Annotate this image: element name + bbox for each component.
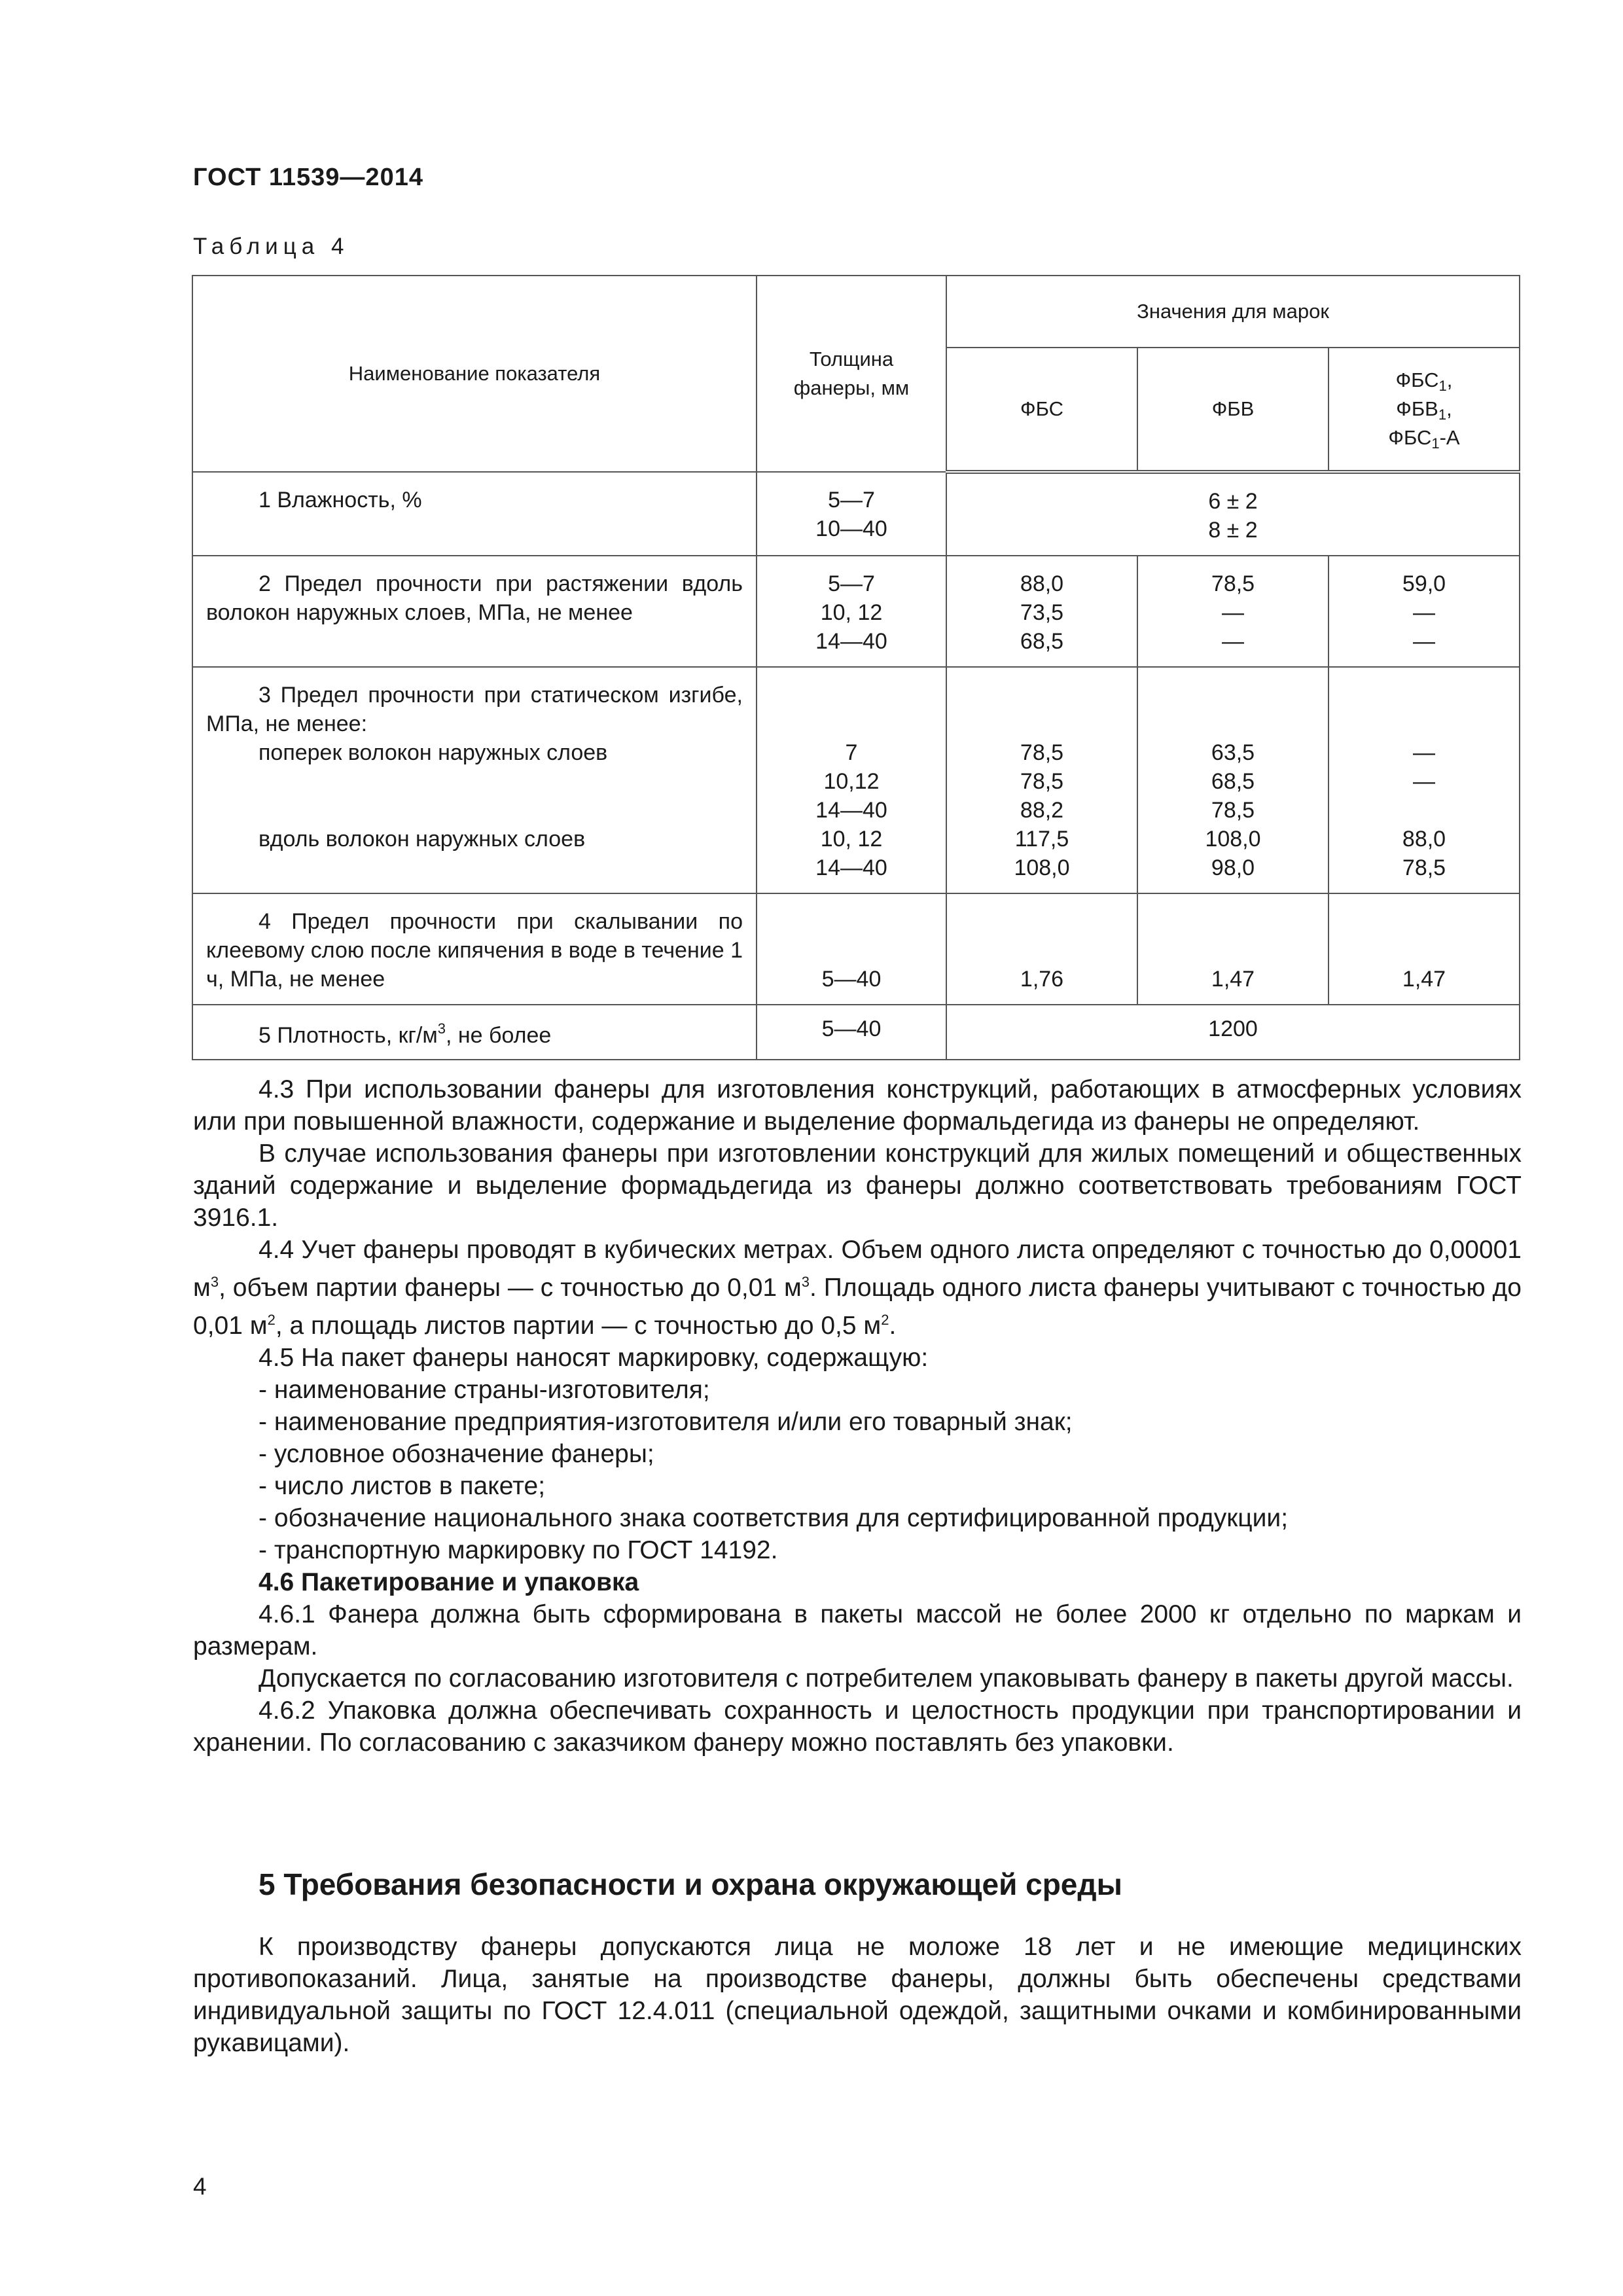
list-item: - обозначение национального знака соответствия для сертифицированной продукции;: [259, 1504, 1289, 1532]
list-item: - условное обозначение фанеры;: [259, 1440, 654, 1468]
table-row-density: 5 Плотность, $кг/м^3$, не более 5—40 1200: [192, 1005, 1520, 1060]
subsection-heading-4-6: 4.6 Пакетирование и упаковка: [259, 1568, 639, 1596]
paragraph-4-6-2: 4.6.2 Упаковка должна обеспечивать сохранность и целостность продукции при транспортировании и хранении. По согласованию с заказчиком фанеру можно поставлять без упаковки.: [193, 1696, 1522, 1757]
list-item: - наименование страны-изготовителя;: [259, 1376, 710, 1404]
list-item: - наименование предприятия-изготовителя и/или его товарный знак;: [259, 1408, 1073, 1436]
document-code: ГОСТ 11539—2014: [193, 164, 423, 191]
column-header-fbs: ФБС: [946, 348, 1137, 472]
paragraph-4-6-1-b: Допускается по согласованию изготовителя с потребителем упаковывать фанеру в пакеты другой массы.: [259, 1664, 1514, 1693]
table-row-shear-strength: 4 Предел прочности при скалывании по клеевому слою после кипячения в воде в течение 1 ч, МПа, не менее 5—40 1,76 1,47 1,47: [192, 893, 1520, 1005]
list-item: - число листов в пакете;: [259, 1472, 546, 1500]
paragraph-4-5: 4.5 На пакет фанеры наносят маркировку, содержащую:: [259, 1344, 929, 1372]
column-header-name: Наименование показателя: [192, 276, 757, 472]
table-caption: Таблица 4: [193, 234, 349, 259]
column-header-fbs1-fbv1: ФБС1, ФБВ1, ФБС1-А: [1329, 348, 1520, 472]
properties-table: [192, 275, 1520, 1060]
paragraph-4-6-1: 4.6.1 Фанера должна быть сформирована в пакеты массой не более 2000 кг отдельно по маркам и размерам.: [193, 1600, 1522, 1660]
table-row-bending-strength: 3 Предел прочности при статическом изгибе, МПа, не менее: поперек волокон наружных слоев вдоль волокон наружных слоев 7 10,12 14—40 10, 12 14—40 78,5 78,5 88,2 117,5 108,0 63,5 68,5 78,5 108,0 98,0 — — 88,0 78,5: [192, 667, 1520, 893]
page-number: 4: [193, 2173, 207, 2200]
list-item: - транспортную маркировку по ГОСТ 14192.: [259, 1536, 778, 1564]
section-5-body: [193, 1931, 1522, 2059]
paragraph-4-4: 4.4 Учет фанеры проводят в кубических метрах. Объем одного листа определяют с точностью до 0,00001 $м^3$, объем партии фанеры — с точностью до 0,01 $м^3$. Площадь одного листа фанеры учитывают с точностью до 0,01 $м^2$, а площадь листов партии — с точностью до 0,5 $м^2$.: [193, 1236, 1522, 1340]
column-header-grade-values: Значения для марок: [946, 276, 1520, 348]
column-header-thickness: Толщина фанеры, мм: [757, 276, 946, 472]
column-header-fbv: ФБВ: [1137, 348, 1329, 472]
body-text-block: [193, 1073, 1522, 1759]
table-row-tensile-strength: 2 Предел прочности при растяжении вдоль волокон наружных слоев, МПа, не менее 5—7 10, 12 14—40 88,0 73,5 68,5 78,5 — — 59,0 — —: [192, 556, 1520, 667]
table-row-moisture: 1 Влажность, % 5—7 10—40 6 ± 2 8 ± 2: [192, 472, 1520, 556]
paragraph-4-3-b: В случае использования фанеры при изготовлении конструкций для жилых помещений и общественных зданий содержание и выделение формадьдегида из фанеры должно соответствовать требованиям ГОСТ 3916.1.: [193, 1139, 1522, 1232]
paragraph-5: К производству фанеры допускаются лица не моложе 18 лет и не имеющие медицинских противопоказаний. Лица, занятые на производстве фанеры, должны быть обеспечены средствами индивидуальной защиты по ГОСТ 12.4.011 (специальной одеждой, защитными очками и комбинированными рукавицами).: [193, 1933, 1522, 2057]
section-5-heading: 5 Требования безопасности и охрана окружающей среды: [259, 1867, 1122, 1901]
paragraph-4-3: 4.3 При использовании фанеры для изготовления конструкций, работающих в атмосферных условиях или при повышенной влажности, содержание и выделение формальдегида из фанеры не определяют.: [193, 1075, 1522, 1136]
